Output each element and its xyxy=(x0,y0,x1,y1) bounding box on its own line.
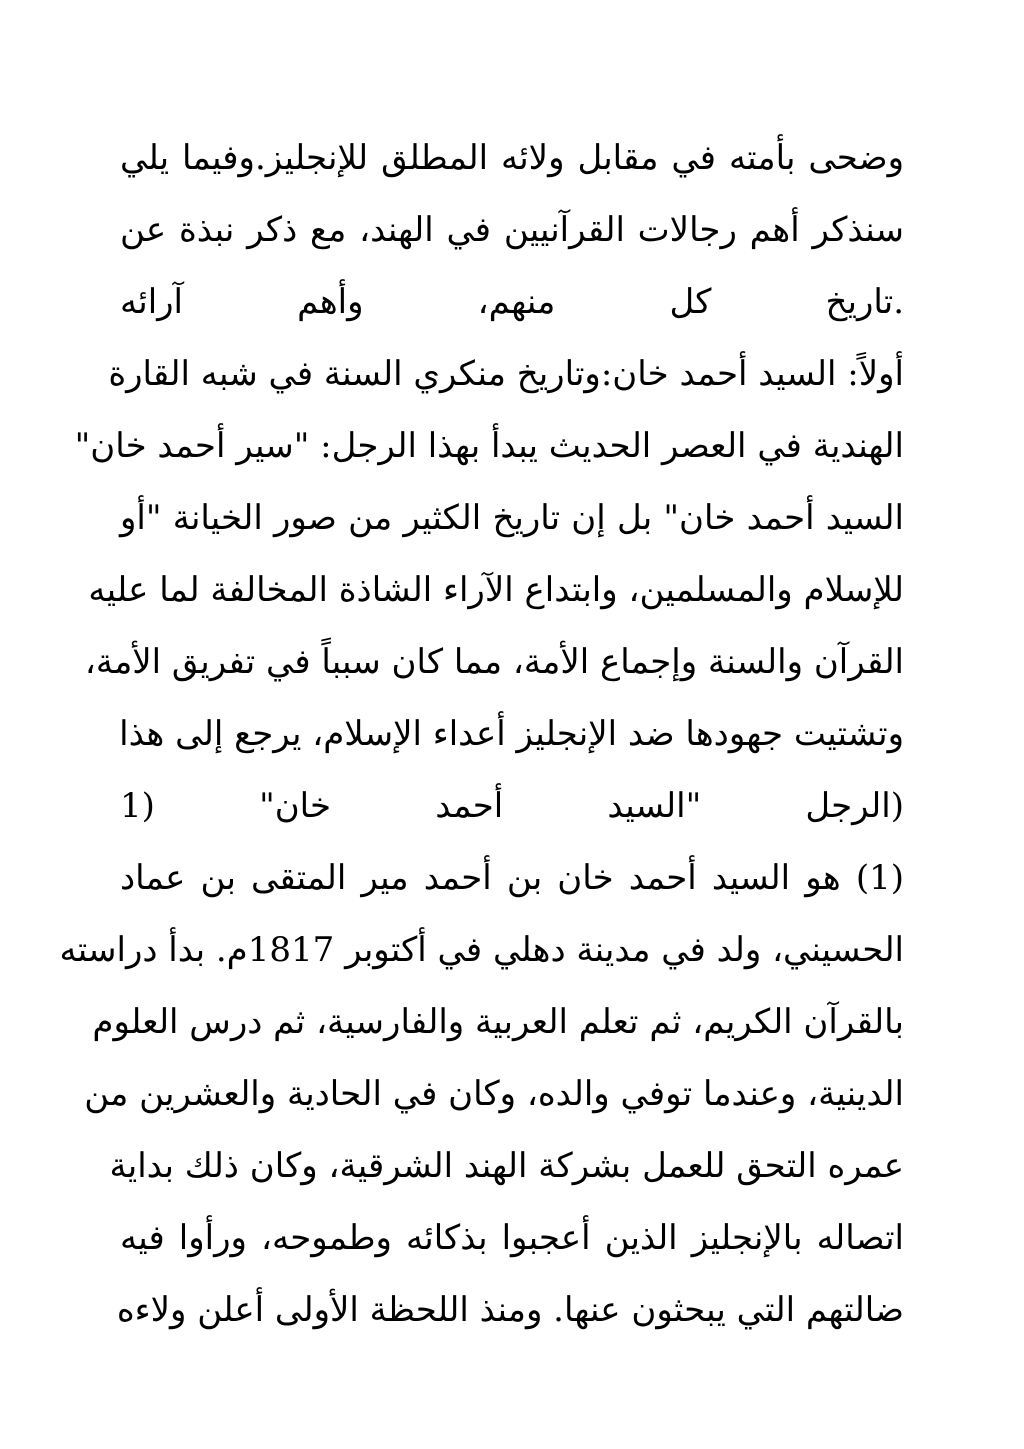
footnote-line: (1) هو السيد أحمد خان بن أحمد مير المتقى بن عماد xyxy=(120,858,904,898)
text-line: للإسلام والمسلمين، وابتداع الآراء الشاذة المخالفة لما عليه xyxy=(88,570,904,610)
footnote-line: اتصاله بالإنجليز الذين أعجبوا بذكائه وطموحه، ورأوا فيه xyxy=(120,1218,904,1258)
footnote-line: بالقرآن الكريم، ثم تعلم العربية والفارسية، ثم درس العلوم xyxy=(92,1002,904,1042)
text-line: (الرجل "السيد أحمد خان" (1 xyxy=(120,786,904,826)
text-line: الهندية في العصر الحديث يبدأ بهذا الرجل: "سير أحمد خان" xyxy=(74,426,904,466)
body-text xyxy=(59,122,904,1346)
footnote-line: ضالتهم التي يبحثون عنها. ومنذ اللحظة الأولى أعلن ولاءه xyxy=(116,1290,904,1330)
footnote-line: عمره التحق للعمل بشركة الهند الشرقية، وكان ذلك بداية xyxy=(109,1146,904,1186)
text-line: أولاً: السيد أحمد خان:وتاريخ منكري السنة في شبه القارة xyxy=(108,354,904,394)
text-line: السيد أحمد خان" بل إن تاريخ الكثير من صور الخيانة "أو xyxy=(120,498,904,538)
text-line: وضحى بأمته في مقابل ولائه المطلق للإنجليز.وفيما يلي xyxy=(120,138,904,178)
text-line: وتشتيت جهودها ضد الإنجليز أعداء الإسلام، يرجع إلى هذا xyxy=(119,714,904,754)
text-line: .تاريخ كل منهم، وأهم آرائه xyxy=(120,282,904,322)
text-line: القرآن والسنة وإجماع الأمة، مما كان سبباً في تفريق الأمة، xyxy=(84,642,904,682)
footnote-line: الدينية، وعندما توفي والده، وكان في الحادية والعشرين من xyxy=(84,1074,904,1114)
footnote-line: الحسيني، ولد في مدينة دهلي في أكتوبر 1817م. بدأ دراسته xyxy=(59,930,904,970)
text-line: سنذكر أهم رجالات القرآنيين في الهند، مع ذكر نبذة عن xyxy=(120,210,904,250)
